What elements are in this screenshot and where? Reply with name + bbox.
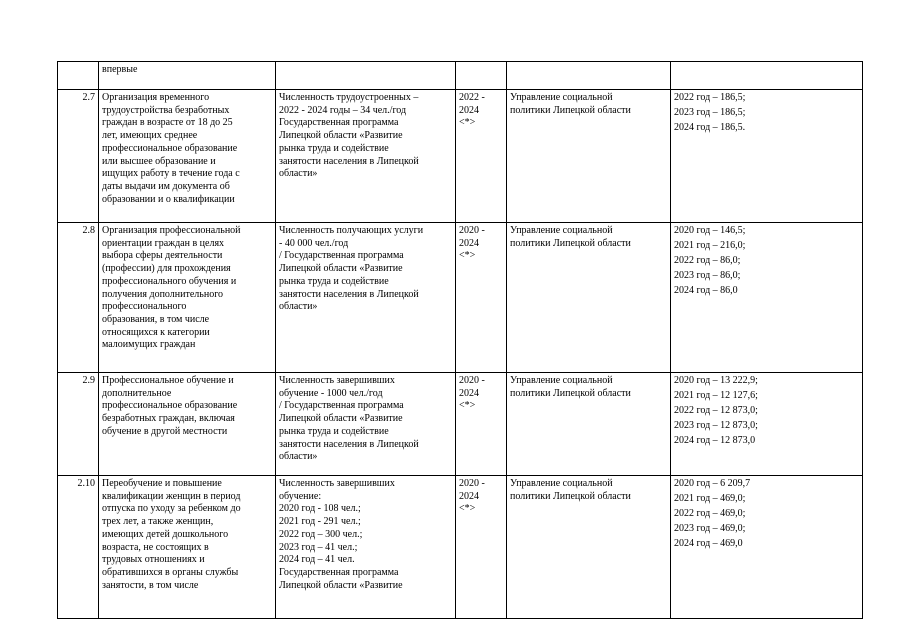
name-line: относящихся к категории bbox=[102, 326, 210, 338]
indicator-line: 2022 год – 300 чел.; bbox=[279, 528, 363, 540]
name-line: впервые bbox=[102, 64, 138, 75]
financing-line: 2022 год – 469,0; bbox=[674, 508, 746, 520]
executor-cell bbox=[507, 476, 671, 619]
indicator-line: - 40 000 чел./год bbox=[279, 237, 349, 249]
period-line: 2020 - bbox=[459, 375, 485, 386]
indicator-line: Липецкой области «Развитие bbox=[279, 413, 403, 425]
indicator-line: обучение - 1000 чел./год bbox=[279, 387, 383, 399]
executor-line: политики Липецкой области bbox=[510, 490, 631, 502]
period-line: <*> bbox=[459, 400, 476, 412]
indicator-line: занятости населения в Липецкой bbox=[279, 155, 419, 167]
financing-line: 2021 год – 216,0; bbox=[674, 240, 746, 252]
name-cell bbox=[99, 223, 276, 373]
indicator-line: 2023 год – 41 чел.; bbox=[279, 541, 358, 553]
name-line: трех лет, а также женщин, bbox=[102, 516, 214, 528]
indicator-cell bbox=[276, 476, 456, 619]
indicator-line: Липецкой области «Развитие bbox=[279, 263, 403, 275]
executor-cell bbox=[507, 62, 671, 90]
indicator-line: области» bbox=[279, 168, 318, 180]
name-line: имеющих детей дошкольного bbox=[102, 528, 229, 540]
indicator-line: Липецкой области «Развитие bbox=[279, 130, 403, 142]
indicator-line: рынка труда и содействие bbox=[279, 275, 389, 287]
indicator-line: Численность трудоустроенных – bbox=[279, 92, 419, 103]
program-activities-table bbox=[57, 61, 863, 619]
name-cell bbox=[99, 476, 276, 619]
table-row bbox=[58, 223, 863, 373]
indicator-cell bbox=[276, 223, 456, 373]
indicator-line: / Государственная программа bbox=[279, 250, 404, 262]
executor-line: Управление социальной bbox=[510, 225, 613, 236]
name-cell bbox=[99, 90, 276, 223]
period-line: 2024 bbox=[459, 237, 479, 249]
indicator-line: области» bbox=[279, 301, 318, 313]
period-cell bbox=[456, 373, 507, 476]
indicator-line: занятости населения в Липецкой bbox=[279, 288, 419, 300]
financing-line: 2020 год – 13 222,9; bbox=[674, 375, 758, 386]
financing-line: 2020 год – 146,5; bbox=[674, 225, 746, 236]
item-number: 2.8 bbox=[82, 225, 95, 236]
name-line: Переобучение и повышение bbox=[102, 478, 222, 489]
period-line: 2024 bbox=[459, 104, 479, 116]
indicator-line: Численность завершивших bbox=[279, 478, 395, 489]
executor-line: Управление социальной bbox=[510, 375, 613, 386]
name-line: обратившихся в органы службы bbox=[102, 566, 239, 578]
executor-line: политики Липецкой области bbox=[510, 387, 631, 399]
indicator-line: 2022 - 2024 годы – 34 чел./год bbox=[279, 104, 407, 116]
financing-cell bbox=[671, 62, 863, 90]
executor-line: политики Липецкой области bbox=[510, 104, 631, 116]
name-line: профессиональное образование bbox=[102, 142, 238, 154]
indicator-line: рынка труда и содействие bbox=[279, 142, 389, 154]
financing-cell bbox=[671, 223, 863, 373]
name-line: профессионального обучения и bbox=[102, 275, 237, 287]
indicator-line: 2020 год - 108 чел.; bbox=[279, 503, 361, 515]
item-number-cell bbox=[58, 62, 99, 90]
name-line: Профессиональное обучение и bbox=[102, 375, 234, 386]
financing-line: 2023 год – 186,5; bbox=[674, 107, 746, 119]
period-line: 2024 bbox=[459, 387, 479, 399]
period-cell bbox=[456, 476, 507, 619]
item-number-cell bbox=[58, 373, 99, 476]
indicator-line: Численность завершивших bbox=[279, 375, 395, 386]
item-number-cell bbox=[58, 223, 99, 373]
name-line: даты выдачи им документа об bbox=[102, 180, 230, 192]
financing-line: 2022 год – 86,0; bbox=[674, 255, 741, 267]
executor-cell bbox=[507, 90, 671, 223]
period-line: <*> bbox=[459, 503, 476, 515]
executor-cell bbox=[507, 223, 671, 373]
financing-line: 2024 год – 469,0 bbox=[674, 538, 743, 550]
name-line: трудоустройства безработных bbox=[102, 104, 230, 116]
indicator-line: 2021 год - 291 чел.; bbox=[279, 516, 361, 528]
name-line: дополнительное bbox=[102, 387, 172, 399]
name-line: Организация временного bbox=[102, 92, 210, 103]
period-cell bbox=[456, 223, 507, 373]
indicator-line: рынка труда и содействие bbox=[279, 425, 389, 437]
financing-line: 2022 год – 12 873,0; bbox=[674, 405, 758, 417]
financing-line: 2022 год – 186,5; bbox=[674, 92, 746, 103]
name-line: отпуска по уходу за ребенком до bbox=[102, 503, 241, 515]
indicator-line: Численность получающих услуги bbox=[279, 225, 424, 236]
name-line: ищущих работу в течение года с bbox=[102, 168, 240, 180]
period-line: <*> bbox=[459, 250, 476, 262]
name-line: образовании и о квалификации bbox=[102, 193, 235, 205]
name-line: малоимущих граждан bbox=[102, 339, 196, 351]
period-line: 2022 - bbox=[459, 92, 485, 103]
name-line: лет, имеющих среднее bbox=[102, 130, 198, 142]
indicator-line: Липецкой области «Развитие bbox=[279, 579, 403, 591]
name-line: или высшее образование и bbox=[102, 155, 216, 167]
executor-line: Управление социальной bbox=[510, 478, 613, 489]
name-cell bbox=[99, 62, 276, 90]
indicator-cell bbox=[276, 90, 456, 223]
name-line: безработных граждан, включая bbox=[102, 413, 235, 425]
table-row bbox=[58, 62, 863, 90]
indicator-line: Государственная программа bbox=[279, 566, 399, 578]
name-line: образования, в том числе bbox=[102, 313, 210, 325]
period-cell bbox=[456, 62, 507, 90]
name-line: занятости, в том числе bbox=[102, 579, 199, 591]
executor-line: Управление социальной bbox=[510, 92, 613, 103]
financing-line: 2023 год – 86,0; bbox=[674, 270, 741, 282]
financing-line: 2021 год – 469,0; bbox=[674, 493, 746, 505]
indicator-line: Государственная программа bbox=[279, 117, 399, 129]
name-line: ориентации граждан в целях bbox=[102, 237, 225, 249]
indicator-line: / Государственная программа bbox=[279, 400, 404, 412]
period-line: 2020 - bbox=[459, 225, 485, 236]
name-cell bbox=[99, 373, 276, 476]
indicator-cell bbox=[276, 62, 456, 90]
period-line: 2020 - bbox=[459, 478, 485, 489]
period-line: 2024 bbox=[459, 490, 479, 502]
financing-cell bbox=[671, 90, 863, 223]
name-line: квалификации женщин в период bbox=[102, 490, 241, 502]
table-body bbox=[58, 62, 863, 619]
financing-cell bbox=[671, 373, 863, 476]
table-row bbox=[58, 476, 863, 619]
table-row bbox=[58, 90, 863, 223]
item-number-cell bbox=[58, 476, 99, 619]
name-line: получения дополнительного bbox=[102, 288, 224, 300]
executor-cell bbox=[507, 373, 671, 476]
item-number: 2.7 bbox=[82, 92, 95, 103]
executor-line: политики Липецкой области bbox=[510, 237, 631, 249]
item-number: 2.9 bbox=[82, 375, 95, 386]
name-line: Организация профессиональной bbox=[102, 225, 241, 236]
financing-line: 2024 год – 12 873,0 bbox=[674, 435, 756, 447]
financing-line: 2024 год – 186,5. bbox=[674, 122, 746, 134]
name-line: профессиональное образование bbox=[102, 400, 238, 412]
name-line: профессионального bbox=[102, 301, 187, 313]
period-cell bbox=[456, 90, 507, 223]
item-number-cell bbox=[58, 90, 99, 223]
financing-line: 2021 год – 12 127,6; bbox=[674, 390, 758, 402]
name-line: трудовых отношениях и bbox=[102, 554, 205, 566]
financing-line: 2023 год – 12 873,0; bbox=[674, 420, 758, 432]
financing-line: 2023 год – 469,0; bbox=[674, 523, 746, 535]
indicator-line: занятости населения в Липецкой bbox=[279, 438, 419, 450]
indicator-cell bbox=[276, 373, 456, 476]
name-line: (профессии) для прохождения bbox=[102, 263, 231, 275]
indicator-line: обучение: bbox=[279, 490, 322, 502]
period-line: <*> bbox=[459, 117, 476, 129]
name-line: обучение в другой местности bbox=[102, 425, 228, 437]
indicator-line: области» bbox=[279, 451, 318, 463]
name-line: граждан в возрасте от 18 до 25 bbox=[102, 117, 233, 129]
name-line: выбора сферы деятельности bbox=[102, 250, 223, 262]
table-row bbox=[58, 373, 863, 476]
indicator-line: 2024 год – 41 чел. bbox=[279, 554, 355, 566]
item-number: 2.10 bbox=[77, 478, 95, 489]
financing-cell bbox=[671, 476, 863, 619]
name-line: возраста, не состоящих в bbox=[102, 541, 209, 553]
financing-line: 2024 год – 86,0 bbox=[674, 285, 738, 297]
financing-line: 2020 год – 6 209,7 bbox=[674, 478, 751, 489]
